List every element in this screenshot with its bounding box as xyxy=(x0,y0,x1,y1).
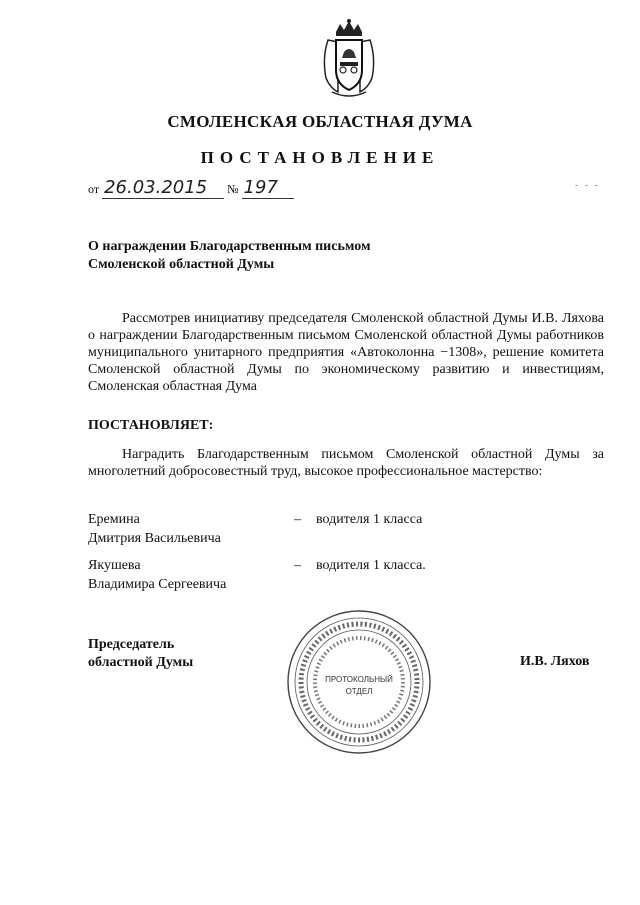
handwritten-number: 197 xyxy=(242,178,294,199)
signer-title xyxy=(88,636,193,672)
seal-inner-text xyxy=(316,674,402,698)
awardee-role: водителя 1 класса. xyxy=(316,558,426,573)
awardee-surname: Якушева xyxy=(88,558,141,573)
organization-title: СМОЛЕНСКАЯ ОБЛАСТНАЯ ДУМА xyxy=(167,112,473,131)
subject-line-1: О награждении Благодарственным письмом xyxy=(88,239,371,254)
awardee-dash: – xyxy=(294,558,301,573)
handwritten-date: 26.03.2015 xyxy=(102,178,224,199)
seal-line-2: ОТДЕЛ xyxy=(345,687,373,696)
awardee-dash: – xyxy=(294,512,301,527)
signer-title-line-1: Председатель xyxy=(88,637,175,652)
awardee-name xyxy=(88,510,288,548)
signer-name: И.В. Ляхов xyxy=(520,654,590,669)
signer-title-line-2: областной Думы xyxy=(88,655,194,670)
awardee-given-name: Владимира Сергеевича xyxy=(88,577,227,592)
awardee-role: водителя 1 класса xyxy=(316,512,423,527)
awardee-row xyxy=(88,556,608,596)
number-prefix: № xyxy=(227,182,239,196)
document-subject xyxy=(88,238,370,274)
coat-of-arms-emblem xyxy=(318,18,380,98)
awardee-name xyxy=(88,556,288,594)
seal-line-1: ПРОТОКОЛЬНЫЙ xyxy=(325,675,393,684)
document-type-title: ПОСТАНОВЛЕНИЕ xyxy=(200,148,440,167)
subject-line-2: Смоленской областной Думы xyxy=(88,257,275,272)
awardee-given-name: Дмитрия Васильевича xyxy=(88,531,221,546)
dateline xyxy=(88,178,294,199)
date-prefix: от xyxy=(88,182,100,196)
margin-mark: - - - xyxy=(575,180,600,191)
decree-paragraph: Наградить Благодарственным письмом Смоленской областной Думы за многолетний добросовестный труд, высокое профессиональное мастерство: xyxy=(88,447,604,479)
decree-heading: ПОСТАНОВЛЯЕТ: xyxy=(88,418,214,433)
awardee-surname: Еремина xyxy=(88,512,140,527)
awardee-row xyxy=(88,510,608,550)
preamble-paragraph: Рассмотрев инициативу председателя Смоленской областной Думы И.В. Ляхова о награждении Благодарственным письмом Смоленской областной Думы работников муниципального унитарного предприятия «Автоколонна −1308», решение комитета Смоленской областной Думы по экономическому развитию и инвестициям, Смоленская областная Дума xyxy=(88,311,604,394)
